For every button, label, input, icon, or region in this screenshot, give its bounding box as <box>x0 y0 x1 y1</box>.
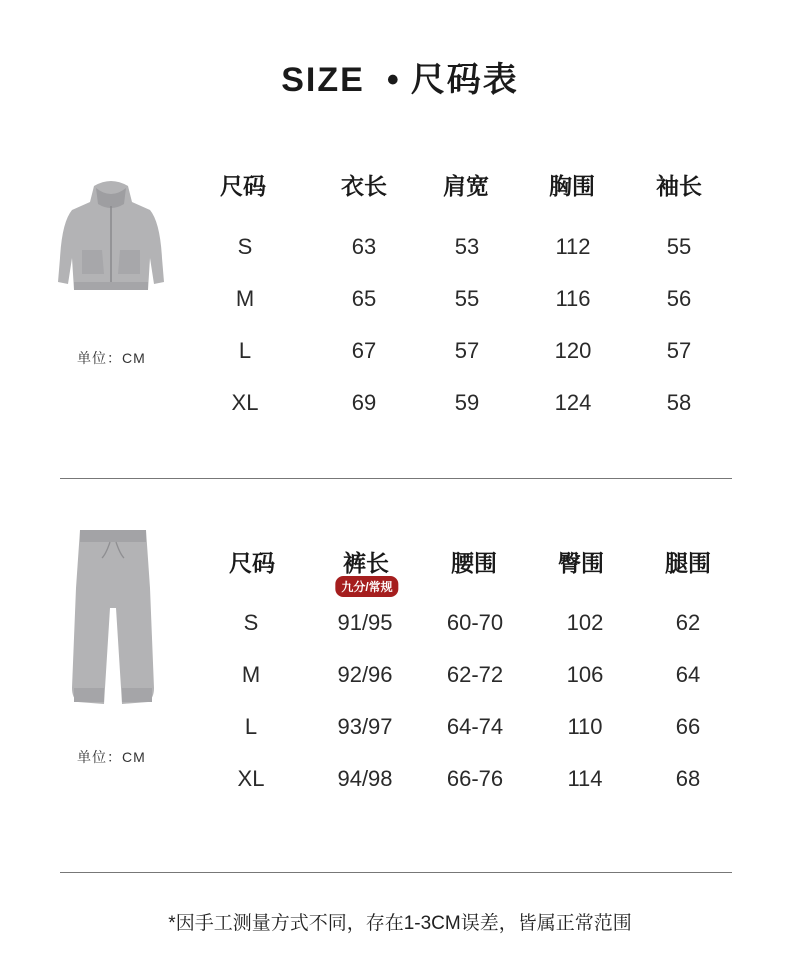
table-cell: M <box>241 662 261 687</box>
table-cell: M <box>235 286 255 311</box>
table-cell: 114 <box>567 766 603 791</box>
table-cell: 55 <box>454 286 480 311</box>
table-cell: 67 <box>351 338 377 363</box>
table-cell: 64-74 <box>446 714 504 739</box>
section-divider <box>60 872 732 873</box>
hoodie-image <box>52 178 170 296</box>
table-cell: 66-76 <box>446 766 504 791</box>
top-unit-label: 单位：CM <box>77 350 146 366</box>
table-cell: 110 <box>567 714 603 739</box>
top-header-size: 尺码 <box>220 173 266 199</box>
table-cell: 56 <box>666 286 692 311</box>
bottom-unit-label: 单位：CM <box>77 749 146 765</box>
table-cell: 93/97 <box>337 714 393 739</box>
table-cell: 92/96 <box>337 662 393 687</box>
table-cell: 63 <box>351 234 377 259</box>
top-header-sleeve: 袖长 <box>656 173 702 199</box>
title-dot: • <box>386 61 401 99</box>
table-cell: 62 <box>675 610 701 635</box>
table-cell: XL <box>237 766 265 791</box>
table-cell: 91/95 <box>337 610 393 635</box>
table-cell: 94/98 <box>337 766 393 791</box>
table-cell: 58 <box>666 390 692 415</box>
table-cell: 59 <box>454 390 480 415</box>
table-cell: 116 <box>555 286 591 311</box>
table-cell: 60-70 <box>446 610 504 635</box>
title-cn: 尺码表 <box>410 61 519 99</box>
table-cell: 66 <box>675 714 701 739</box>
top-header-length: 衣长 <box>341 173 387 199</box>
table-cell: 124 <box>554 390 592 415</box>
table-cell: 68 <box>675 766 701 791</box>
table-cell: 57 <box>454 338 480 363</box>
table-cell: 64 <box>675 662 701 687</box>
table-cell: 65 <box>351 286 377 311</box>
footnote: *因手工测量方式不同，存在1-3CM误差，皆属正常范围 <box>168 913 632 934</box>
table-cell: L <box>238 338 252 363</box>
page-title <box>0 52 800 101</box>
table-cell: 57 <box>666 338 692 363</box>
title-size: SIZE <box>281 61 365 99</box>
table-cell: 112 <box>555 234 591 259</box>
bottom-header-thigh: 腿围 <box>665 550 711 576</box>
top-header-shoulder: 肩宽 <box>443 173 489 199</box>
table-cell: 53 <box>454 234 480 259</box>
table-cell: 120 <box>554 338 592 363</box>
length-type-badge: 九分/常规 <box>335 576 398 597</box>
pants-image <box>70 528 156 706</box>
table-cell: 106 <box>566 662 604 687</box>
bottom-header-size: 尺码 <box>229 550 275 576</box>
table-cell: 102 <box>566 610 604 635</box>
table-cell: XL <box>231 390 259 415</box>
table-cell: S <box>237 234 253 259</box>
table-cell: L <box>244 714 258 739</box>
bottom-header-length: 裤长 <box>343 550 389 576</box>
table-cell: 62-72 <box>446 662 504 687</box>
section-divider <box>60 478 732 479</box>
table-cell: 55 <box>666 234 692 259</box>
bottom-header-hip: 臀围 <box>558 550 604 576</box>
top-header-chest: 胸围 <box>549 173 595 199</box>
table-cell: 69 <box>351 390 377 415</box>
table-cell: S <box>243 610 259 635</box>
bottom-header-waist: 腰围 <box>451 550 497 576</box>
